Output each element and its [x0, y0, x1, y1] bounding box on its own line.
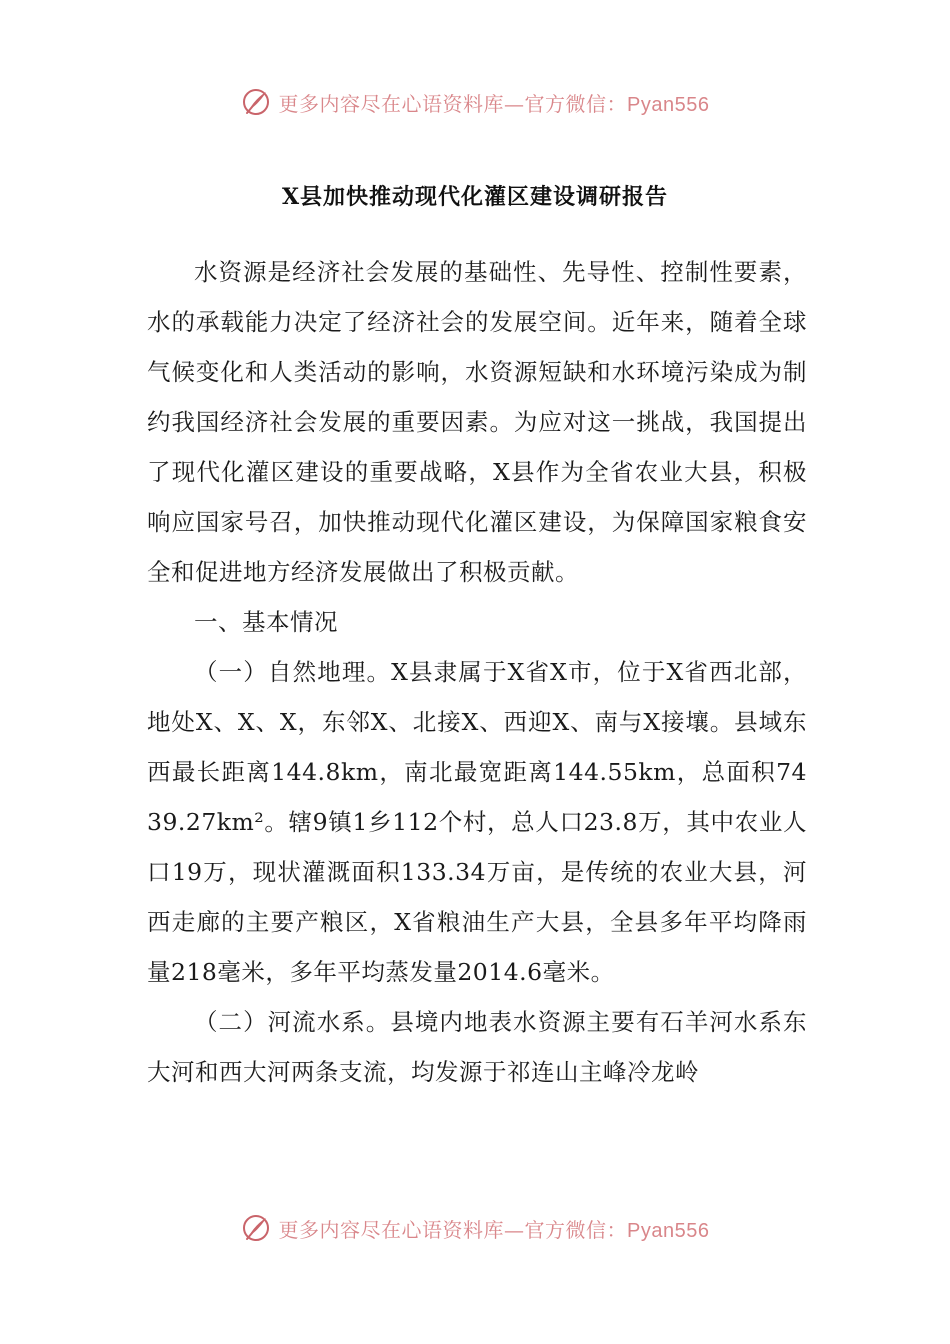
watermark-text: 更多内容尽在心语资料库—官方微信：Pyan556 [278, 1217, 710, 1242]
quill-pen-logo-icon [241, 1213, 271, 1243]
paragraph-intro: 水资源是经济社会发展的基础性、先导性、控制性要素，水的承载能力决定了经济社会的发展空间。近年来，随着全球气候变化和人类活动的影响，水资源短缺和水环境污染成为制约我国经济社会发展的重要因素。为应对这一挑战，我国提出了现代化灌区建设的重要战略，X县作为全省农业大县，积极响应国家号召，加快推动现代化灌区建设，为保障国家粮食安全和促进地方经济发展做出了积极贡献。 [147, 258, 807, 586]
paragraph-river-system: （二）河流水系。县境内地表水资源主要有石羊河水系东大河和西大河两条支流，均发源于祁连山主峰冷龙岭 [147, 1008, 807, 1086]
watermark-text: 更多内容尽在心语资料库—官方微信：Pyan556 [278, 91, 710, 116]
watermark-banner-bottom [0, 1208, 950, 1248]
section-heading-basic-situation: 一、基本情况 [194, 608, 338, 636]
document-title: X县加快推动现代化灌区建设调研报告 [281, 184, 669, 210]
paragraph-natural-geography: （一）自然地理。X县隶属于X省X市，位于X省西北部，地处X、X、X，东邻X、北接X、西迎X、南与X接壤。县域东西最长距离144.8km，南北最宽距离144.55km，总面积7439.27km²。辖9镇1乡112个村，总人口23.8万，其中农业人口19万，现状灌溉面积133.34万亩，是传统的农业大县，河西走廊的主要产粮区，X省粮油生产大县，全县多年平均降雨量218毫米，多年平均蒸发量2014.6毫米。 [147, 658, 807, 986]
quill-pen-logo-icon [241, 87, 271, 117]
watermark-banner-top [0, 82, 950, 122]
document-body [147, 247, 807, 1097]
